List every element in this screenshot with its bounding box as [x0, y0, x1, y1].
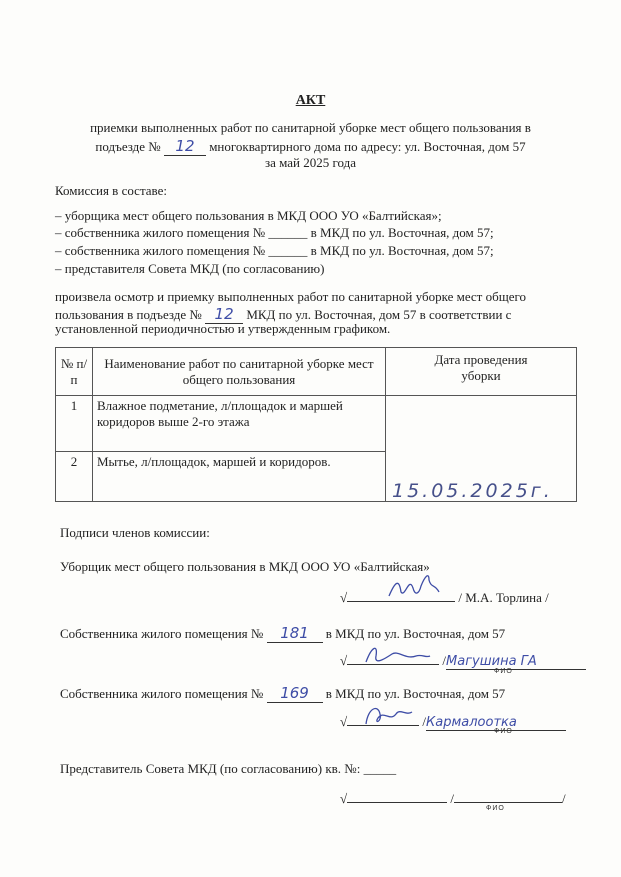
inspection-line3: установленной периодичностью и утвержденным графиком. — [55, 321, 391, 336]
row-work: Мытье, л/площадок, маршей и коридоров. — [93, 452, 386, 502]
member-item: – представителя Совета МКД (по согласованию) — [55, 261, 325, 276]
owner1-name-handwritten: Магушина ГА — [446, 654, 586, 670]
signature-stroke — [366, 709, 412, 724]
owner2-name-handwritten: Кармалоотка — [426, 715, 566, 731]
owner1-signature-scribble — [362, 640, 432, 668]
owner1-apartment-number: 181 — [267, 624, 323, 643]
cleaner-name: / М.А. Торлина / — [458, 590, 549, 605]
subtitle-prefix: подъезде № — [95, 139, 161, 154]
owner2-apartment-number: 169 — [267, 684, 323, 703]
document-title: АКТ — [295, 93, 326, 108]
member-item: – уборщика мест общего пользования в МКД ООО УО «Балтийская»; — [55, 208, 442, 223]
fio-caption: ФИО — [494, 668, 513, 675]
commission-intro: Комиссия в составе: — [55, 183, 167, 198]
subtitle-line2 — [0, 137, 621, 156]
checkmark-icon: √ — [340, 714, 348, 729]
signature-stroke — [366, 648, 430, 662]
checkmark-icon: √ — [340, 590, 348, 605]
member-item: – собственника жилого помещения № ______ в МКД по ул. Восточная, дом 57; — [55, 225, 494, 240]
subtitle-line3: за май 2025 года — [264, 155, 357, 170]
owner2-label — [60, 684, 505, 703]
inspection-suffix: МКД по ул. Восточная, дом 57 в соответствии с — [246, 307, 512, 322]
owner2-signature-line: √ /Кармалоотка — [340, 712, 566, 731]
inspection-line1: произвела осмотр и приемку выполненных работ по санитарной уборке мест общего — [55, 289, 527, 304]
cleaner-position: Уборщик мест общего пользования в МКД ООО УО «Балтийская» — [60, 559, 430, 574]
checkmark-icon: √ — [340, 791, 348, 806]
table-row — [56, 396, 577, 452]
header-work: Наименование работ по санитарной уборке мест общего пользования — [93, 348, 386, 396]
cleaner-signature-scribble — [385, 568, 445, 602]
cleaning-date-handwritten: 15.05.2025г. — [392, 480, 553, 502]
works-table — [55, 347, 577, 502]
member-item: – собственника жилого помещения № ______ в МКД по ул. Восточная, дом 57; — [55, 243, 494, 258]
subtitle-line1: приемки выполненных работ по санитарной уборке мест общего пользования в — [90, 120, 531, 135]
header-number: № п/п — [56, 348, 93, 396]
row-work: Влажное подметание, л/площадок и маршей коридоров выше 2-го этажа — [93, 396, 386, 452]
owner-label-prefix: Собственника жилого помещения № — [60, 626, 264, 641]
entrance-number-handwritten: 12 — [164, 137, 206, 156]
subtitle-suffix: многоквартирного дома по адресу: ул. Восточная, дом 57 — [209, 139, 526, 154]
owner2-signature-scribble — [360, 700, 420, 730]
owner-label-suffix: в МКД по ул. Восточная, дом 57 — [325, 626, 506, 641]
fio-caption: ФИО — [494, 728, 513, 735]
signature-stroke — [389, 576, 439, 596]
entrance-number-handwritten: 12 — [205, 305, 243, 324]
council-rep-label: Представитель Совета МКД (по согласованию) кв. №: _____ — [60, 761, 397, 776]
owner1-signature-line: √ /Магушина ГА — [340, 651, 586, 670]
checkmark-icon: √ — [340, 653, 348, 668]
inspection-prefix: пользования в подъезде № — [55, 307, 202, 322]
owner-label-suffix: в МКД по ул. Восточная, дом 57 — [325, 686, 506, 701]
signatures-heading: Подписи членов комиссии: — [60, 525, 210, 540]
owner1-label — [60, 624, 505, 643]
row-number: 2 — [56, 452, 93, 502]
row-number: 1 — [56, 396, 93, 452]
fio-caption: ФИО — [486, 805, 505, 812]
date-cell — [386, 396, 577, 502]
council-rep-signature-line: √ / / — [340, 791, 566, 806]
owner-label-prefix: Собственника жилого помещения № — [60, 686, 264, 701]
header-date: Дата проведения уборки — [386, 348, 577, 396]
table-header-row — [56, 348, 577, 396]
